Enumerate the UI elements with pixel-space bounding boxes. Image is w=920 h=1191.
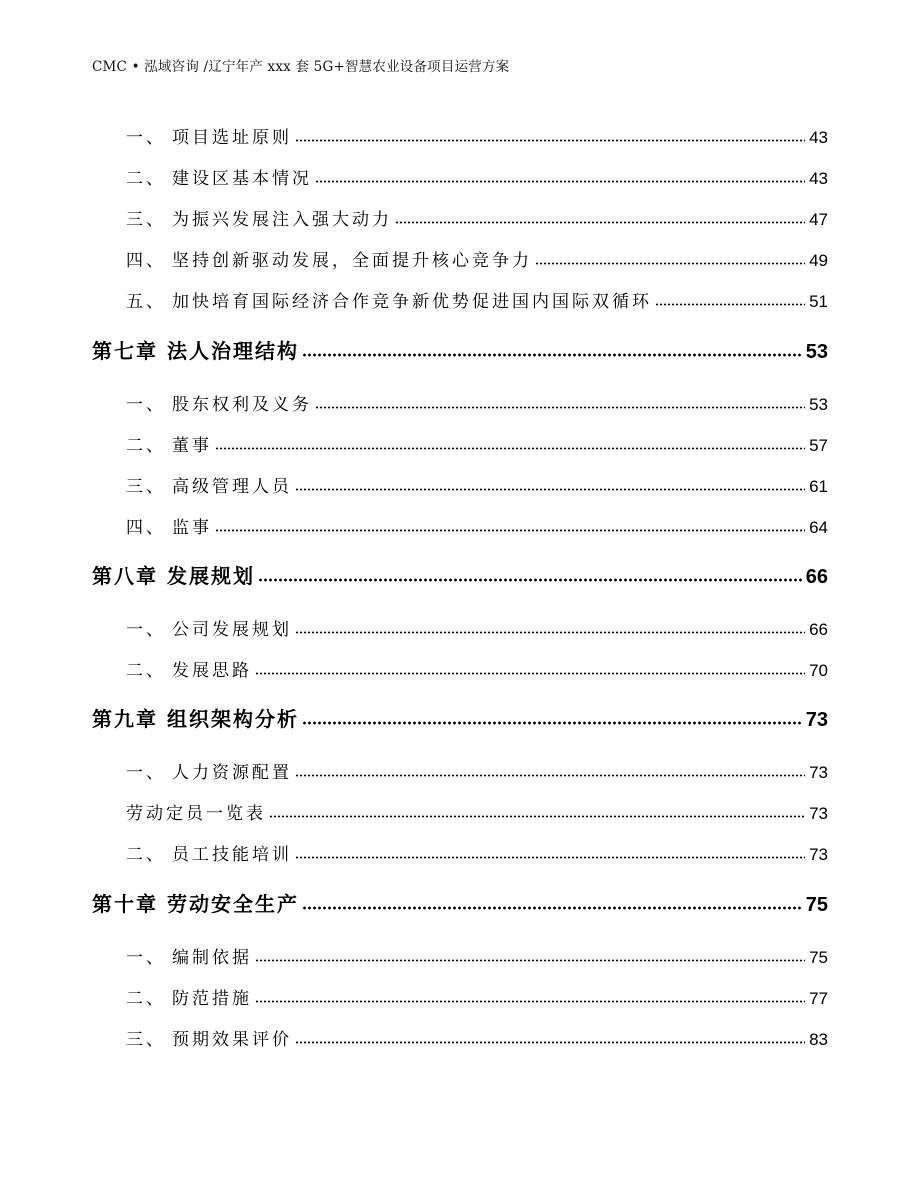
toc-entry-label <box>0 287 652 312</box>
toc-chapter-entry[interactable] <box>0 889 920 917</box>
toc-page-number: 66 <box>805 566 828 588</box>
toc-entry-title: 监事 <box>172 518 212 538</box>
toc-page-number: 83 <box>809 1030 828 1049</box>
toc-entry-number: 一、 <box>126 763 166 783</box>
toc-chapter-title: 第十章 劳动安全生产 <box>92 892 299 916</box>
toc-entry-title: 坚持创新驱动发展，全面提升核心竞争力 <box>172 251 532 271</box>
toc-page-number: 53 <box>805 341 828 363</box>
toc-entry-number: 四、 <box>126 251 166 271</box>
dot-leader <box>295 856 805 859</box>
toc-entry-number: 一、 <box>126 948 166 968</box>
dot-leader <box>302 721 802 725</box>
toc-entry-number: 二、 <box>126 661 166 681</box>
toc-chapter-entry[interactable] <box>0 704 920 732</box>
toc-entry[interactable] <box>0 120 920 148</box>
toc-page-number: 57 <box>809 436 828 455</box>
toc-entry-number: 二、 <box>126 169 166 189</box>
toc-page-number: 66 <box>809 620 828 639</box>
dot-leader <box>302 906 802 910</box>
toc-chapter-entry[interactable] <box>0 336 920 364</box>
toc-page-number: 75 <box>809 948 828 967</box>
toc-entry-title: 编制依据 <box>172 948 252 968</box>
toc-entry-label <box>0 758 292 783</box>
toc-entry-title: 防范措施 <box>172 989 252 1009</box>
toc-entry[interactable] <box>0 469 920 497</box>
toc-entry-number: 五、 <box>126 292 166 312</box>
toc-entry-label <box>0 431 212 456</box>
toc-entry[interactable] <box>0 940 920 968</box>
toc-entry-number: 二、 <box>126 436 166 456</box>
dot-leader <box>295 774 805 777</box>
toc-entry[interactable] <box>0 837 920 865</box>
toc-entry-label <box>0 656 252 681</box>
toc-page-number: 43 <box>809 169 828 188</box>
toc-page-number: 73 <box>809 763 828 782</box>
dot-leader <box>255 1000 805 1003</box>
toc-page-number: 70 <box>809 661 828 680</box>
toc-entry-number: 一、 <box>126 128 166 148</box>
toc-chapter-entry[interactable] <box>0 561 920 589</box>
toc-page-number: 43 <box>809 128 828 147</box>
dot-leader <box>395 221 805 224</box>
toc-entry[interactable] <box>0 202 920 230</box>
toc-entry[interactable] <box>0 243 920 271</box>
toc-entry-label <box>0 164 312 189</box>
toc-entry-number: 一、 <box>126 395 166 415</box>
toc-entry-title: 发展思路 <box>172 661 252 681</box>
toc-entry-title: 员工技能培训 <box>172 845 292 865</box>
toc-page-number: 75 <box>805 894 828 916</box>
toc-entry[interactable] <box>0 1022 920 1050</box>
toc-entry-label <box>0 984 252 1009</box>
toc-entry-number: 一、 <box>126 620 166 640</box>
toc-entry-label <box>0 472 292 497</box>
toc-entry[interactable] <box>0 981 920 1009</box>
dot-leader <box>295 488 805 491</box>
toc-entry-label <box>0 123 292 148</box>
toc-entry[interactable] <box>0 161 920 189</box>
toc-entry-title: 人力资源配置 <box>172 763 292 783</box>
dot-leader <box>655 303 805 306</box>
toc-entry-title: 公司发展规划 <box>172 620 292 640</box>
dot-leader <box>302 353 802 357</box>
toc-entry[interactable] <box>0 612 920 640</box>
dot-leader <box>255 959 805 962</box>
dot-leader <box>295 139 805 142</box>
dot-leader <box>258 578 802 582</box>
toc-entry-title: 预期效果评价 <box>172 1030 292 1050</box>
dot-leader <box>315 180 805 183</box>
toc-entry-number: 三、 <box>126 477 166 497</box>
dot-leader <box>315 406 805 409</box>
toc-entry[interactable] <box>0 510 920 538</box>
toc-page-number: 77 <box>809 989 828 1008</box>
dot-leader <box>215 447 805 450</box>
toc-page-number: 64 <box>809 518 828 537</box>
toc-page-number: 73 <box>809 845 828 864</box>
dot-leader <box>255 672 805 675</box>
toc-entry[interactable] <box>0 755 920 783</box>
toc-entry[interactable] <box>0 653 920 681</box>
dot-leader <box>295 631 805 634</box>
page-header: CMC • 泓域咨询 /辽宁年产 xxx 套 5G+智慧农业设备项目运营方案 <box>92 59 510 75</box>
toc-entry-title: 加快培育国际经济合作竞争新优势促进国内国际双循环 <box>172 292 652 312</box>
toc-page-number: 49 <box>809 251 828 270</box>
toc-entry-label <box>0 943 252 968</box>
toc-page-number: 73 <box>805 709 828 731</box>
toc-entry-title: 项目选址原则 <box>172 128 292 148</box>
toc-entry-number: 二、 <box>126 989 166 1009</box>
toc-entry[interactable] <box>0 796 920 824</box>
toc-entry-label <box>0 1025 292 1050</box>
toc-page-number: 51 <box>809 292 828 311</box>
dot-leader <box>535 262 805 265</box>
toc-chapter-title: 第九章 组织架构分析 <box>92 707 299 731</box>
toc-entry-title: 劳动定员一览表 <box>126 804 266 824</box>
toc-entry[interactable] <box>0 284 920 312</box>
toc-entry-number: 二、 <box>126 845 166 865</box>
toc-entry-title: 股东权利及义务 <box>172 395 312 415</box>
toc-entry-label <box>0 246 532 271</box>
toc-entry-title: 为振兴发展注入强大动力 <box>172 210 392 230</box>
toc-page-number: 73 <box>809 804 828 823</box>
toc-entry-number: 四、 <box>126 518 166 538</box>
dot-leader <box>295 1041 805 1044</box>
toc-entry-title: 建设区基本情况 <box>172 169 312 189</box>
toc-entry[interactable] <box>0 428 920 456</box>
toc-entry-label <box>0 205 392 230</box>
toc-entry-label <box>0 390 312 415</box>
toc-entry-label <box>0 513 212 538</box>
toc-entry-title: 董事 <box>172 436 212 456</box>
dot-leader <box>269 815 805 818</box>
toc-page-number: 53 <box>809 395 828 414</box>
toc-page-number: 47 <box>809 210 828 229</box>
toc-entry-number: 三、 <box>126 1030 166 1050</box>
toc-entry-label <box>0 840 292 865</box>
toc-entry-label <box>0 615 292 640</box>
dot-leader <box>215 529 805 532</box>
toc-entry[interactable] <box>0 387 920 415</box>
toc-entry-number: 三、 <box>126 210 166 230</box>
toc-page-number: 61 <box>809 477 828 496</box>
toc-entry-title: 高级管理人员 <box>172 477 292 497</box>
toc-chapter-title: 第七章 法人治理结构 <box>92 339 299 363</box>
toc-chapter-title: 第八章 发展规划 <box>92 564 255 588</box>
